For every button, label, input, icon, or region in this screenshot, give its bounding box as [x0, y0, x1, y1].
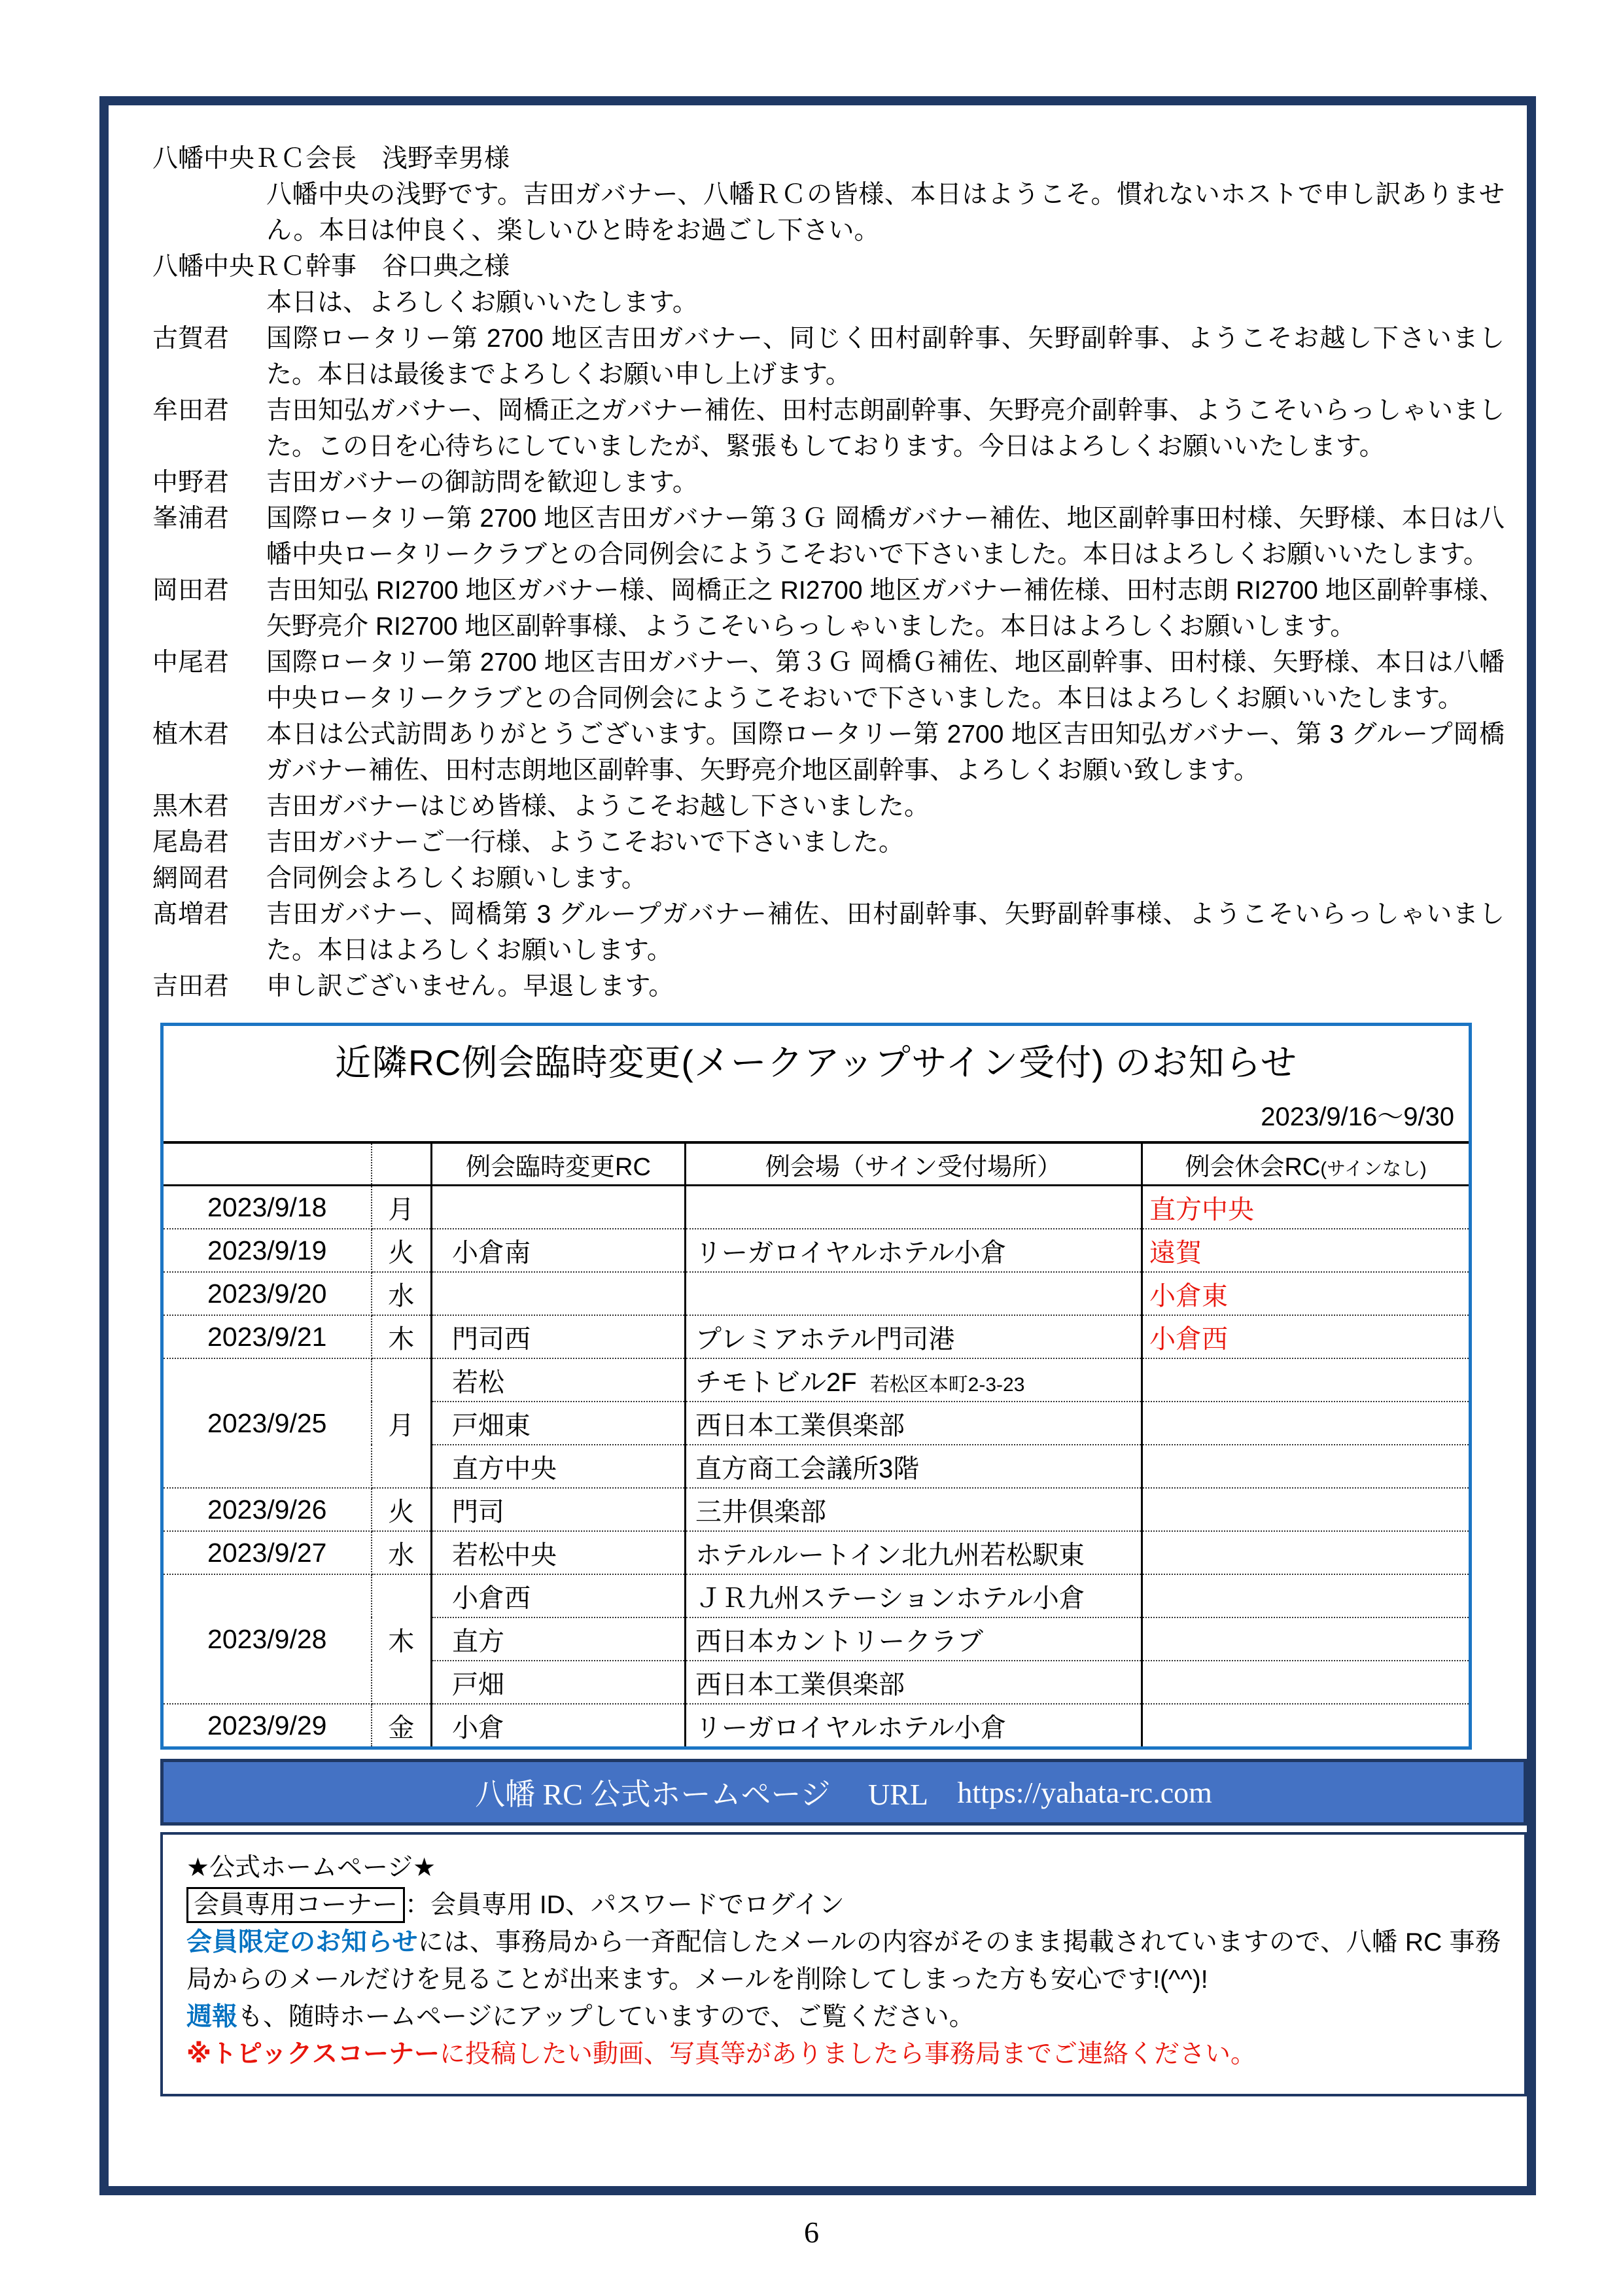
col-header-day: [372, 1142, 432, 1186]
topics-line: [186, 2036, 1501, 2073]
table-row: [162, 1272, 1471, 1315]
cell-closed-rc: [1142, 1358, 1471, 1402]
cell-changed-rc: 直方: [432, 1617, 686, 1661]
cell-changed-rc: 直方中央: [432, 1445, 686, 1488]
speech-text: 申し訳ございません。早退します。: [266, 972, 674, 1000]
cell-day: 月: [372, 1358, 432, 1488]
members-notice-line: [186, 1924, 1501, 1998]
greetings-section: [152, 141, 1505, 1004]
table-row: [162, 1704, 1471, 1748]
speaker-name: 八幡中央ＲＣ会長 浅野幸男様: [152, 145, 510, 173]
page-number: 6: [804, 2216, 819, 2249]
speaker-name: 古賀君: [152, 325, 230, 353]
cell-date: 2023/9/21: [162, 1315, 372, 1358]
cell-closed-rc: 小倉東: [1142, 1272, 1471, 1315]
cell-changed-rc: [432, 1186, 686, 1229]
members-notice-text: には、事務局から一斉配信したメールの内容がそのまま掲載されていますので、八幡 RC 事務局からのメールだけを見ることが出来ます。メールを削除してしまった方も安心です!(^^)!: [186, 1928, 1501, 1994]
cell-day: 月: [372, 1186, 432, 1229]
cell-venue: プレミアホテル門司港: [686, 1315, 1142, 1358]
greeting-row: [152, 321, 1505, 393]
speech-text: 吉田ガバナーの御訪問を歓迎します。: [266, 468, 698, 497]
cell-venue: リーガロイヤルホテル小倉: [686, 1704, 1142, 1748]
greeting-row: [152, 716, 1505, 788]
homepage-banner-label: 八幡 RC 公式ホームページ URL: [475, 1778, 958, 1811]
table-title-row: [162, 1025, 1471, 1143]
greeting-row: [152, 645, 1505, 716]
cell-day: 水: [372, 1531, 432, 1574]
speaker-name: 八幡中央ＲＣ幹事 谷口典之様: [152, 253, 510, 281]
cell-closed-rc: [1142, 1402, 1471, 1445]
cell-venue-note: 若松区本町2-3-23: [869, 1373, 1025, 1396]
page-content: [109, 105, 1527, 2186]
cell-venue: 直方商工会議所3階: [686, 1445, 1142, 1488]
table-row: [162, 1358, 1471, 1402]
speaker-name: 中尾君: [152, 648, 230, 677]
table-title: 近隣RC例会臨時変更(メークアップサイン受付) のお知らせ: [335, 1042, 1298, 1083]
speaker-name: 黒木君: [152, 792, 230, 821]
cell-changed-rc: 若松中央: [432, 1531, 686, 1574]
col-header-closed-main: 例会休会RC: [1185, 1153, 1321, 1181]
cell-date: 2023/9/25: [162, 1358, 372, 1488]
speech-text: 八幡中央の浅野です。吉田ガバナー、八幡ＲＣの皆様、本日はようこそ。慣れないホストで申し訳ありません。本日は仲良く、楽しいひと時をお過ごし下さい。: [266, 181, 1505, 245]
cell-date: 2023/9/26: [162, 1488, 372, 1531]
cell-closed-rc: [1142, 1704, 1471, 1748]
cell-closed-rc: [1142, 1531, 1471, 1574]
greeting-row: [152, 285, 1505, 321]
cell-venue: ＪＲ九州ステーションホテル小倉: [686, 1574, 1142, 1617]
cell-day: 火: [372, 1488, 432, 1531]
cell-closed-rc: [1142, 1445, 1471, 1488]
table-header-row: [162, 1142, 1471, 1186]
cell-day: 木: [372, 1315, 432, 1358]
cell-date: 2023/9/20: [162, 1272, 372, 1315]
speaker-name: 岡田君: [152, 576, 230, 605]
cell-closed-rc: [1142, 1574, 1471, 1617]
speech-text: 国際ロータリー第 2700 地区吉田ガバナー第３Ｇ 岡橋ガバナー補佐、地区副幹事田村様、矢野様、本日は八幡中央ロータリークラブとの合同例会にようこそおいで下さいました。本日はよろしくお願いいたします。: [266, 504, 1505, 569]
cell-date: 2023/9/19: [162, 1229, 372, 1272]
speech-indent: [152, 177, 266, 249]
cell-changed-rc: 門司西: [432, 1315, 686, 1358]
speech-text: 合同例会よろしくお願いします。: [266, 864, 647, 892]
table-row: [162, 1488, 1471, 1531]
speech-text: 本日は公式訪問ありがとうございます。国際ロータリー第 2700 地区吉田知弘ガバナー、第 3 グループ岡橋ガバナー補佐、田村志朗地区副幹事、矢野亮介地区副幹事、よろしくお願い致します。: [266, 720, 1505, 785]
topics-text: に投稿したい動画、写真等がありましたら事務局までご連絡ください。: [439, 2040, 1256, 2068]
speech-text: 吉田知弘 RI2700 地区ガバナー様、岡橋正之 RI2700 地区ガバナー補佐様、田村志朗 RI2700 地区副幹事様、矢野亮介 RI2700 地区副幹事様、ようこそいらっしゃいました。本日はよろしくお願いします。: [266, 576, 1505, 641]
weekly-report-line: [186, 1998, 1501, 2036]
homepage-banner: [160, 1759, 1527, 1826]
speaker-name: 牟田君: [152, 397, 230, 425]
cell-changed-rc: 小倉西: [432, 1574, 686, 1617]
table-body: [162, 1186, 1471, 1748]
cell-changed-rc: [432, 1272, 686, 1315]
cell-venue: 西日本工業倶楽部: [686, 1661, 1142, 1704]
greeting-row: [152, 788, 1505, 824]
speech-text: 国際ロータリー第 2700 地区吉田ガバナー、第３Ｇ 岡橋Ｇ補佐、地区副幹事、田村様、矢野様、本日は八幡中央ロータリークラブとの合同例会にようこそおいで下さいました。本日はよろしくお願いいたします。: [266, 648, 1505, 713]
greeting-row: [152, 824, 1505, 860]
greeting-row: [152, 573, 1505, 645]
col-header-venue: 例会場（サイン受付場所）: [686, 1142, 1142, 1186]
cell-changed-rc: 戸畑東: [432, 1402, 686, 1445]
col-header-closed-rc: [1142, 1142, 1471, 1186]
weekly-report-label: 週報: [186, 2003, 238, 2031]
cell-changed-rc: 若松: [432, 1358, 686, 1402]
speech-text: 吉田ガバナーご一行様、ようこそおいで下さいました。: [266, 828, 905, 857]
weekly-report-text: も、随時ホームページにアップしていますので、ご覧ください。: [237, 2003, 975, 2031]
cell-date: 2023/9/27: [162, 1531, 372, 1574]
makeup-sign-table: [160, 1023, 1472, 1750]
cell-day: 木: [372, 1574, 432, 1704]
cell-day: 火: [372, 1229, 432, 1272]
cell-closed-rc: [1142, 1617, 1471, 1661]
cell-venue: 西日本工業倶楽部: [686, 1402, 1142, 1445]
cell-date: 2023/9/29: [162, 1704, 372, 1748]
speaker-name: 吉田君: [152, 972, 230, 1000]
page-frame: [99, 96, 1536, 2195]
speech-text: 吉田ガバナー、岡橋第 3 グループガバナー補佐、田村副幹事、矢野副幹事様、ようこそいらっしゃいました。本日はよろしくお願いします。: [266, 900, 1505, 964]
cell-venue: リーガロイヤルホテル小倉: [686, 1229, 1142, 1272]
table-row: [162, 1315, 1471, 1358]
greeting-row: [152, 393, 1505, 465]
cell-venue: 三井倶楽部: [686, 1488, 1142, 1531]
col-header-changed-rc: 例会臨時変更RC: [432, 1142, 686, 1186]
member-corner-text: ：会員専用 ID、パスワードでログイン: [405, 1891, 845, 1919]
cell-closed-rc: 遠賀: [1142, 1229, 1471, 1272]
topics-label: ※トピックスコーナー: [186, 2040, 440, 2068]
speech-text: 吉田知弘ガバナー、岡橋正之ガバナー補佐、田村志朗副幹事、矢野亮介副幹事、ようこそいらっしゃいました。この日を心待ちにしていましたが、緊張もしております。今日はよろしくお願いいたします。: [266, 397, 1505, 461]
col-header-date: [162, 1142, 372, 1186]
speaker-name: 峯浦君: [152, 504, 230, 533]
cell-venue: [686, 1186, 1142, 1229]
cell-closed-rc: 直方中央: [1142, 1186, 1471, 1229]
table-title-cell: [162, 1025, 1471, 1143]
members-notice-label: 会員限定のお知らせ: [186, 1928, 418, 1956]
cell-day: 水: [372, 1272, 432, 1315]
greeting-row: [152, 896, 1505, 968]
cell-venue: 西日本カントリークラブ: [686, 1617, 1142, 1661]
speaker-name: 網岡君: [152, 864, 230, 892]
cell-closed-rc: [1142, 1488, 1471, 1531]
greeting-row: [152, 968, 1505, 1004]
cell-venue: [686, 1272, 1142, 1315]
greeting-row: [152, 860, 1505, 896]
greeting-row: [152, 465, 1505, 501]
table-row: [162, 1531, 1471, 1574]
greeting-row: [152, 177, 1505, 249]
speaker-name: 植木君: [152, 720, 230, 749]
table-date-range: 2023/9/16～9/30: [1261, 1103, 1455, 1131]
cell-venue: チモトビル2F 若松区本町2-3-23: [686, 1358, 1142, 1402]
cell-closed-rc: [1142, 1661, 1471, 1704]
table-row: [162, 1574, 1471, 1617]
table-row: [162, 1229, 1471, 1272]
speech-text: 国際ロータリー第 2700 地区吉田ガバナー、同じく田村副幹事、矢野副幹事、ようこそお越し下さいました。本日は最後までよろしくお願い申し上げます。: [266, 325, 1505, 389]
speech-indent: [152, 285, 266, 321]
speaker-name: 尾島君: [152, 828, 230, 857]
cell-venue: ホテルルートイン北九州若松駅東: [686, 1531, 1142, 1574]
speaker-name: 中野君: [152, 468, 230, 497]
cell-date: 2023/9/28: [162, 1574, 372, 1704]
homepage-info-box: [160, 1832, 1527, 2096]
member-corner-label: 会員専用コーナー: [186, 1887, 405, 1923]
info-heading: ★公式ホームページ★: [186, 1854, 436, 1882]
speaker-name: 髙増君: [152, 900, 230, 928]
cell-changed-rc: 門司: [432, 1488, 686, 1531]
cell-date: 2023/9/18: [162, 1186, 372, 1229]
cell-changed-rc: 戸畑: [432, 1661, 686, 1704]
speech-text: 吉田ガバナーはじめ皆様、ようこそお越し下さいました。: [266, 792, 930, 821]
cell-day: 金: [372, 1704, 432, 1748]
cell-changed-rc: 小倉南: [432, 1229, 686, 1272]
cell-changed-rc: 小倉: [432, 1704, 686, 1748]
greeting-row: [152, 501, 1505, 573]
member-corner-line: [186, 1886, 1501, 1924]
homepage-url-link[interactable]: https://yahata-rc.com: [957, 1775, 1212, 1809]
speech-text: 本日は、よろしくお願いいたします。: [266, 289, 698, 317]
cell-closed-rc: 小倉西: [1142, 1315, 1471, 1358]
table-row: [162, 1186, 1471, 1229]
col-header-closed-note: (サインなし): [1320, 1158, 1427, 1180]
